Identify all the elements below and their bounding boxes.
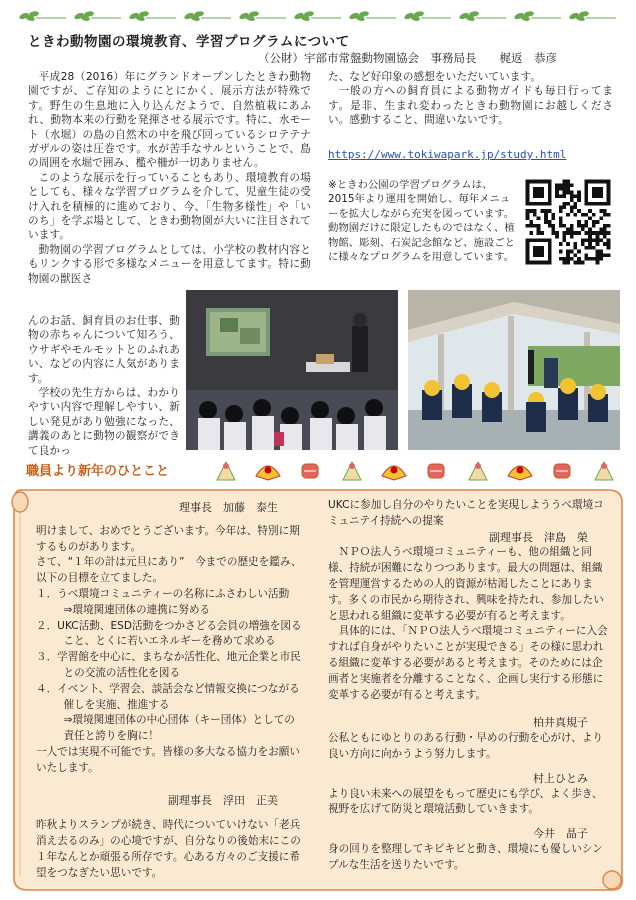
program-note: ※ときわ公園の学習プログラムは、2015年より運用を開始し、毎年メニューを拡大しながら充実を図っています。動物園だけに限定したものではなく、植物館、彫刻、石炭記念館など、施設ごとに様々なプログラムを用意しています。 [328, 179, 516, 264]
message-column-left [36, 500, 302, 882]
fan-icon [508, 466, 532, 480]
goal-item: ３．学習館を中心に、まちなか活性化、地元企業と市民との交流の活性化を図る [36, 651, 301, 679]
goal-item: ２．UKC活動、ESD活動をつかさどる会員の増強を図ること、とくに若いエネルギーを務めて求める [36, 619, 302, 648]
kadomatsu-icon [343, 462, 361, 480]
article-column-left [28, 70, 311, 286]
staff-message: 身の回りを整理してキビキビと動き、環境にも優しいシンプルな生活を送りたいです。 [328, 842, 603, 871]
article-paragraph: 学校の先生方からは、わかりやすい内容で理解しやすい、新しい発見があり勉強になった、講義のあとに動物の観察ができて良かっ [28, 387, 180, 457]
chair-closing: 一人では実現不可能です。皆様の多大なる協力をお願いいたします。 [36, 745, 300, 774]
sprig-icon [348, 11, 396, 23]
vice1-heading: 副理事長 浮田 正美 [168, 793, 278, 807]
lecture-photo [186, 290, 398, 450]
goal-item: １．うべ環境コミュニティーの名称にふさわしい活動 ⇒環境関連団体の連携に努める [36, 587, 300, 616]
chair-heading: 理事長 加藤 泰生 [179, 501, 278, 514]
sprig-icon [293, 11, 341, 23]
sprig-icon [238, 11, 286, 23]
lantern-icon [428, 464, 444, 478]
chair-text: 明けまして、おめでとうございます。今年は、特別に期するものがあります。 [36, 524, 300, 553]
article-paragraph: このような展示を行っていることもあり、環境教育の場としても、様々な学習プログラムを介して、児童生徒の受け入れを積極的に進めており、今、「生物多様性」や「いのち」を学ぶ場として、ときわ動物園が大いに注目されています。 [28, 171, 311, 242]
sprig-icon [513, 11, 561, 23]
article-byline: （公財）宇部市常盤動物園協会 事務局長 梶返 恭彦 [258, 51, 557, 65]
vice2-text: 具体的には、「ＮＰＯ法人うべ環境コミュニティーに入会すれば自身がやりたいことが実現できる」その様に思われる組織に変革する必要があると考えます。そのためには企画者と実施者を分離することなく、企画し実行する形態に変革する必要が有ると考えます。 [328, 625, 608, 701]
kadomatsu-icon [595, 462, 613, 480]
staff-message: より良い未来への展望をもって歴史にも学び、よく歩き、視野を広げて防災と環境活動していきます。 [328, 787, 603, 816]
message-column-right [328, 498, 612, 874]
sprig-icon [73, 11, 121, 23]
vice2-title: UKCに参加し自分のやりたいことを実現しよううべ環境コミュニテイ持続への提案 [328, 499, 604, 527]
goal-item: ⇒環境関連団体の中心団体（キー団体）としての責任と誇りを胸に！ [63, 714, 295, 743]
lantern-icon [554, 464, 570, 478]
new-year-ornament-row [212, 458, 622, 484]
sprig-icon [568, 11, 616, 23]
vice2-text: ＮＰＯ法人うべ環境コミュニティーも、他の組織と同様、持続が困難になりつつあります。最大の問題は、組織を管理運営するための人的資源が枯渇したことにあります。多くの市民から期待され、興味を持たれ、参加したいと思われる組織に変革する必要が有ると考えます。 [328, 546, 604, 622]
kadomatsu-icon [217, 462, 235, 480]
article-paragraph: 一般の方への飼育員による動物ガイドも毎日行ってます。是非、生まれ変わったときわ動物園にお越しください。感動すること、間違いないです。 [328, 85, 613, 127]
leaf-border-decoration [16, 6, 620, 28]
sprig-icon [458, 11, 506, 23]
staff-name: 柏井真規子 [533, 716, 588, 730]
qr-code[interactable] [522, 176, 614, 268]
study-program-link[interactable]: https://www.tokiwapark.jp/study.html [328, 148, 567, 161]
staff-name: 村上ひとみ [533, 771, 588, 785]
pavilion-photo [408, 290, 620, 450]
lantern-icon [302, 464, 318, 478]
goal-item: ４．イベント、学習会、談話会など情報交換につながる催しを実施、推進する [36, 682, 300, 711]
chair-text: さて、“１年の計は元旦にあり” 今までの歴史を鑑み、以下の目標を立てました。 [36, 556, 302, 585]
article-column-right [328, 70, 613, 128]
article-title: ときわ動物園の環境教育、学習プログラムについて [28, 34, 350, 50]
sprig-icon [18, 11, 66, 23]
staff-name: 今井 晶子 [533, 827, 588, 841]
article-column-left-lower [28, 314, 180, 458]
vice2-heading: 副理事長 津島 榮 [489, 530, 588, 544]
sprig-icon [183, 11, 231, 23]
article-paragraph: た、など好印象の感想をいただいています。 [328, 71, 542, 83]
vice1-text: 昨秋よりスランプが続き、時代についていけない「老兵消え去るのみ」の心境ですが、自分なりの後始末にこの１年なんとか頑張る所存です。心ある方々のご支援に希望をつなぎたい思いです。 [36, 819, 301, 879]
section-heading: 職員より新年のひとこと [26, 464, 170, 479]
fan-icon [256, 466, 280, 480]
kadomatsu-icon [469, 462, 487, 480]
sprig-icon [403, 11, 451, 23]
staff-message: 公私ともにゆとりのある行動・早めの行動を心がけ、より良い方向に向かうよう努力します。 [328, 732, 604, 760]
article-paragraph: 平成28（2016）年にグランドオープンしたときわ動物園ですが、ご存知のようにとにかく、展示方法が特殊です。野生の生息地に入り込んだようで、自然植栽にあふれ、動物本来の行動を発揮させる展示です。特に、水モート（水堀）の島の自然木の中を飛び回っているシロテテナガザルの姿は圧巻です。水が苦手なサルということで、島の周囲を水堀で囲み、檻や柵が一切ありません。 [28, 71, 311, 170]
article-paragraph: んのお話、飼育員のお仕事、動物の赤ちゃんについて知ろう、ウサギやモルモットとのふれあい、などの内容に人気があります。 [28, 315, 180, 385]
sprig-icon [128, 11, 176, 23]
article-paragraph: 動物園の学習プログラムとしては、小学校の教材内容ともリンクする形で多様なメニューを用意してます。特に動物園の獣医さ [28, 243, 311, 285]
fan-icon [382, 466, 406, 480]
